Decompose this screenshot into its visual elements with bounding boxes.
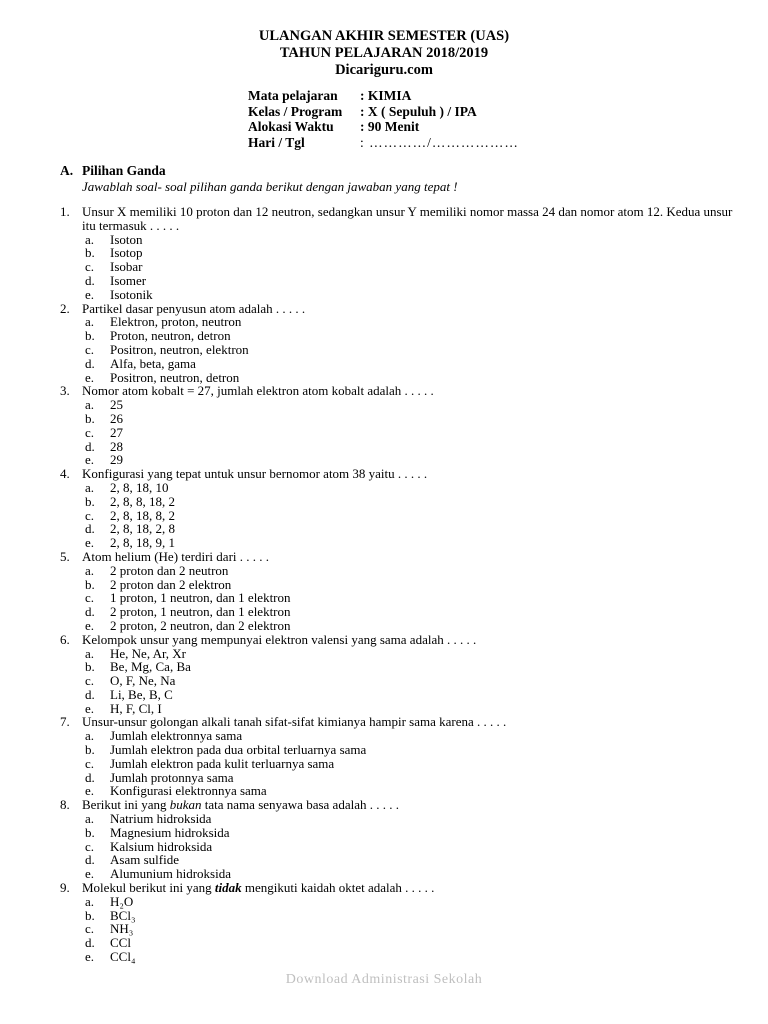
option-row [85,357,738,371]
option-text: H₂O [110,893,134,909]
meta-value: : …………/……………… [360,134,519,150]
question-text [82,467,738,481]
question-row [60,715,738,729]
option-letter: b. [85,328,95,344]
question-row [60,384,738,398]
option-text: 28 [110,438,123,454]
option-text: Konfigurasi elektronnya sama [110,783,267,799]
option-letter: b. [85,907,95,923]
option-letter: d. [85,355,95,371]
question-block [60,302,738,385]
option-letter: a. [85,645,95,661]
option-text: Be, Mg, Ca, Ba [110,659,191,675]
question-options [60,895,738,964]
option-letter: b. [85,493,95,509]
question-text [82,205,738,233]
option-text: 27 [110,424,123,440]
option-row [85,412,738,426]
option-letter: a. [85,728,95,744]
option-text: Jumlah elektronnya sama [110,728,243,744]
section-heading [60,163,768,178]
option-row [85,812,738,826]
option-row [85,909,738,923]
option-row [85,522,738,536]
question-text-part: Berikut ini yang [82,797,170,813]
option-letter: b. [85,659,95,675]
header-title-line1: ULANGAN AKHIR SEMESTER (UAS) [258,28,510,44]
option-text: 2, 8, 18, 9, 1 [110,535,175,551]
question-number: 4. [60,466,70,482]
option-text: Isotop [110,245,143,261]
question-options [60,398,738,467]
option-letter: b. [85,245,95,261]
option-text: He, Ne, Ar, Xr [110,645,187,661]
question-text-part: bukan [169,797,202,813]
option-text: 25 [110,397,123,413]
meta-row [248,119,768,135]
option-row [85,343,738,357]
option-letter: a. [85,397,95,413]
question-block [60,881,738,964]
option-letter: c. [85,259,95,275]
meta-label: Kelas / Program [248,103,343,119]
option-row [85,647,738,661]
option-letter: e. [85,949,95,965]
question-text-part: tidak [214,880,242,896]
section-title: Pilihan Ganda [82,163,166,178]
option-text: Asam sulfide [110,852,179,868]
option-row [85,922,738,936]
option-letter: e. [85,617,95,633]
option-text: 2, 8, 18, 8, 2 [110,507,175,523]
meta-row [248,135,768,151]
option-row [85,950,738,964]
question-text-part: Molekul berikut ini yang [82,880,215,896]
question-text [82,384,738,398]
question-block [60,467,738,550]
option-letter: d. [85,438,95,454]
option-text: Natrium hidroksida [110,811,212,827]
meta-value: : KIMIA [360,88,412,103]
option-row [85,453,738,467]
question-number: 5. [60,548,70,564]
option-letter: a. [85,562,95,578]
option-row [85,605,738,619]
option-row [85,853,738,867]
option-letter: d. [85,521,95,537]
option-row [85,495,738,509]
option-letter: e. [85,452,95,468]
question-block [60,384,738,467]
option-text: 2, 8, 8, 18, 2 [110,493,175,509]
option-text: Isomer [110,272,147,288]
question-options [60,233,738,302]
exam-meta-block [248,88,768,150]
option-text: Isoton [110,231,143,247]
document-header [0,0,768,79]
option-letter: d. [85,852,95,868]
option-row [85,233,738,247]
question-text-part: Partikel dasar penyusun atom adalah . . . . . [82,300,306,316]
option-row [85,564,738,578]
option-row [85,867,738,881]
option-row [85,440,738,454]
option-text: CCl₄ [110,949,136,965]
option-letter: b. [85,824,95,840]
meta-row [248,104,768,120]
option-text: CCl [110,935,131,951]
option-row [85,757,738,771]
option-row [85,509,738,523]
question-text-part: mengikuti kaidah oktet adalah . . . . . [241,880,435,896]
question-text [82,881,738,895]
option-row [85,274,738,288]
question-row [60,302,738,316]
option-row [85,729,738,743]
option-row [85,426,738,440]
question-number: 2. [60,300,70,316]
option-text: Jumlah elektron pada dua orbital terluarnya sama [110,742,367,758]
option-row [85,371,738,385]
option-text: Alumunium hidroksida [110,866,231,882]
option-letter: e. [85,286,95,302]
option-letter: e. [85,783,95,799]
option-letter: c. [85,507,95,523]
option-row [85,771,738,785]
option-letter: e. [85,535,95,551]
question-text-part: Kelompok unsur yang mempunyai elektron valensi yang sama adalah . . . . . [82,631,477,647]
option-letter: e. [85,369,95,385]
question-number: 6. [60,631,70,647]
option-letter: a. [85,811,95,827]
option-letter: c. [85,673,95,689]
option-text: 2, 8, 18, 2, 8 [110,521,175,537]
option-row [85,578,738,592]
option-row [85,840,738,854]
question-options [60,729,738,798]
question-text-part: Unsur-unsur golongan alkali tanah sifat-sifat kimianya hampir sama karena . . . . . [82,714,507,730]
option-text: Kalsium hidroksida [110,838,213,854]
footer-text: Download Administrasi Sekolah [285,972,483,987]
section-label: A. [60,163,74,178]
question-text [82,715,738,729]
footer [0,972,768,988]
meta-value: : 90 Menit [360,119,420,134]
option-row [85,398,738,412]
option-row [85,619,738,633]
question-block [60,205,738,302]
question-block [60,633,738,716]
option-letter: c. [85,341,95,357]
question-text [82,798,738,812]
question-options [60,647,738,716]
option-letter: d. [85,272,95,288]
option-letter: a. [85,893,95,909]
option-row [85,660,738,674]
option-row [85,246,738,260]
option-row [85,481,738,495]
option-letter: c. [85,424,95,440]
option-text: Jumlah protonnya sama [110,769,234,785]
question-text [82,633,738,647]
meta-label: Alokasi Waktu [248,119,334,134]
question-row [60,881,738,895]
option-row [85,288,738,302]
question-row [60,633,738,647]
option-letter: b. [85,410,95,426]
option-row [85,260,738,274]
option-letter: c. [85,590,95,606]
question-number: 1. [60,204,70,219]
question-block [60,715,738,798]
question-options [60,481,738,550]
option-text: Positron, neutron, detron [110,369,240,385]
option-text: BCl₃ [110,907,136,923]
question-number: 8. [60,797,70,813]
option-letter: d. [85,604,95,620]
question-text-part: Konfigurasi yang tepat untuk unsur bernomor atom 38 yaitu . . . . . [82,466,428,482]
question-text-part: Unsur X memiliki 10 proton dan 12 neutron, sedangkan unsur Y memiliki nomor massa 24 dan nomor atom 12. Kedua unsur itu termasuk . . . . . [82,204,733,233]
option-text: 2 proton dan 2 neutron [110,562,229,578]
meta-label: Hari / Tgl [248,134,305,150]
option-text: Jumlah elektron pada kulit terluarnya sama [110,755,335,771]
header-title-line2: TAHUN PELAJARAN 2018/2019 [279,45,489,61]
option-letter: d. [85,769,95,785]
option-row [85,936,738,950]
question-text-part: tata nama senyawa basa adalah . . . . . [201,797,399,813]
meta-value: : X ( Sepuluh ) / IPA [360,103,477,119]
option-letter: a. [85,231,95,247]
question-number: 3. [60,383,70,399]
option-text: Proton, neutron, detron [110,328,231,344]
option-row [85,329,738,343]
option-text: 29 [110,452,123,468]
question-text-part: Nomor atom kobalt = 27, jumlah elektron atom kobalt adalah . . . . . [82,383,434,399]
option-row [85,895,738,909]
question-block [60,550,738,633]
option-row [85,674,738,688]
option-text: 2 proton dan 2 elektron [110,576,232,592]
option-letter: e. [85,866,95,882]
question-row [60,467,738,481]
option-row [85,315,738,329]
option-row [85,743,738,757]
option-text: Elektron, proton, neutron [110,314,242,330]
question-number: 9. [60,880,70,896]
option-text: O, F, Ne, Na [110,673,176,689]
question-options [60,812,738,881]
questions-list [60,205,738,964]
option-row [85,784,738,798]
option-text: 2 proton, 2 neutron, dan 2 elektron [110,617,291,633]
question-block [60,798,738,881]
option-text: Magnesium hidroksida [110,824,230,840]
question-row [60,550,738,564]
option-letter: a. [85,314,95,330]
option-text: NH₃ [110,921,134,937]
option-text: Alfa, beta, gama [110,355,196,371]
option-text: 26 [110,410,123,426]
question-row [60,798,738,812]
option-text: 1 proton, 1 neutron, dan 1 elektron [110,590,291,606]
question-row [60,205,738,233]
question-text [82,302,738,316]
option-text: 2, 8, 18, 10 [110,479,169,495]
question-text [82,550,738,564]
meta-label: Mata pelajaran [248,88,338,103]
option-letter: c. [85,838,95,854]
option-text: H, F, Cl, I [110,700,162,716]
option-row [85,536,738,550]
option-letter: d. [85,686,95,702]
option-letter: c. [85,921,95,937]
meta-row [248,88,768,104]
question-text-part: Atom helium (He) terdiri dari . . . . . [82,548,270,564]
option-row [85,702,738,716]
question-number: 7. [60,714,70,730]
option-text: Li, Be, B, C [110,686,173,702]
section-instruction: Jawablah soal- soal pilihan ganda berikut dengan jawaban yang tepat ! [82,179,458,194]
option-letter: c. [85,755,95,771]
option-text: Positron, neutron, elektron [110,341,249,357]
option-row [85,826,738,840]
option-row [85,591,738,605]
option-text: 2 proton, 1 neutron, dan 1 elektron [110,604,291,620]
question-options [60,315,738,384]
option-letter: e. [85,700,95,716]
header-title-line3: Dicariguru.com [335,62,433,78]
option-letter: b. [85,576,95,592]
option-text: Isobar [110,259,143,275]
option-letter: d. [85,935,95,951]
question-options [60,564,738,633]
option-row [85,688,738,702]
option-text: Isotonik [110,286,153,302]
option-letter: b. [85,742,95,758]
option-letter: a. [85,479,95,495]
